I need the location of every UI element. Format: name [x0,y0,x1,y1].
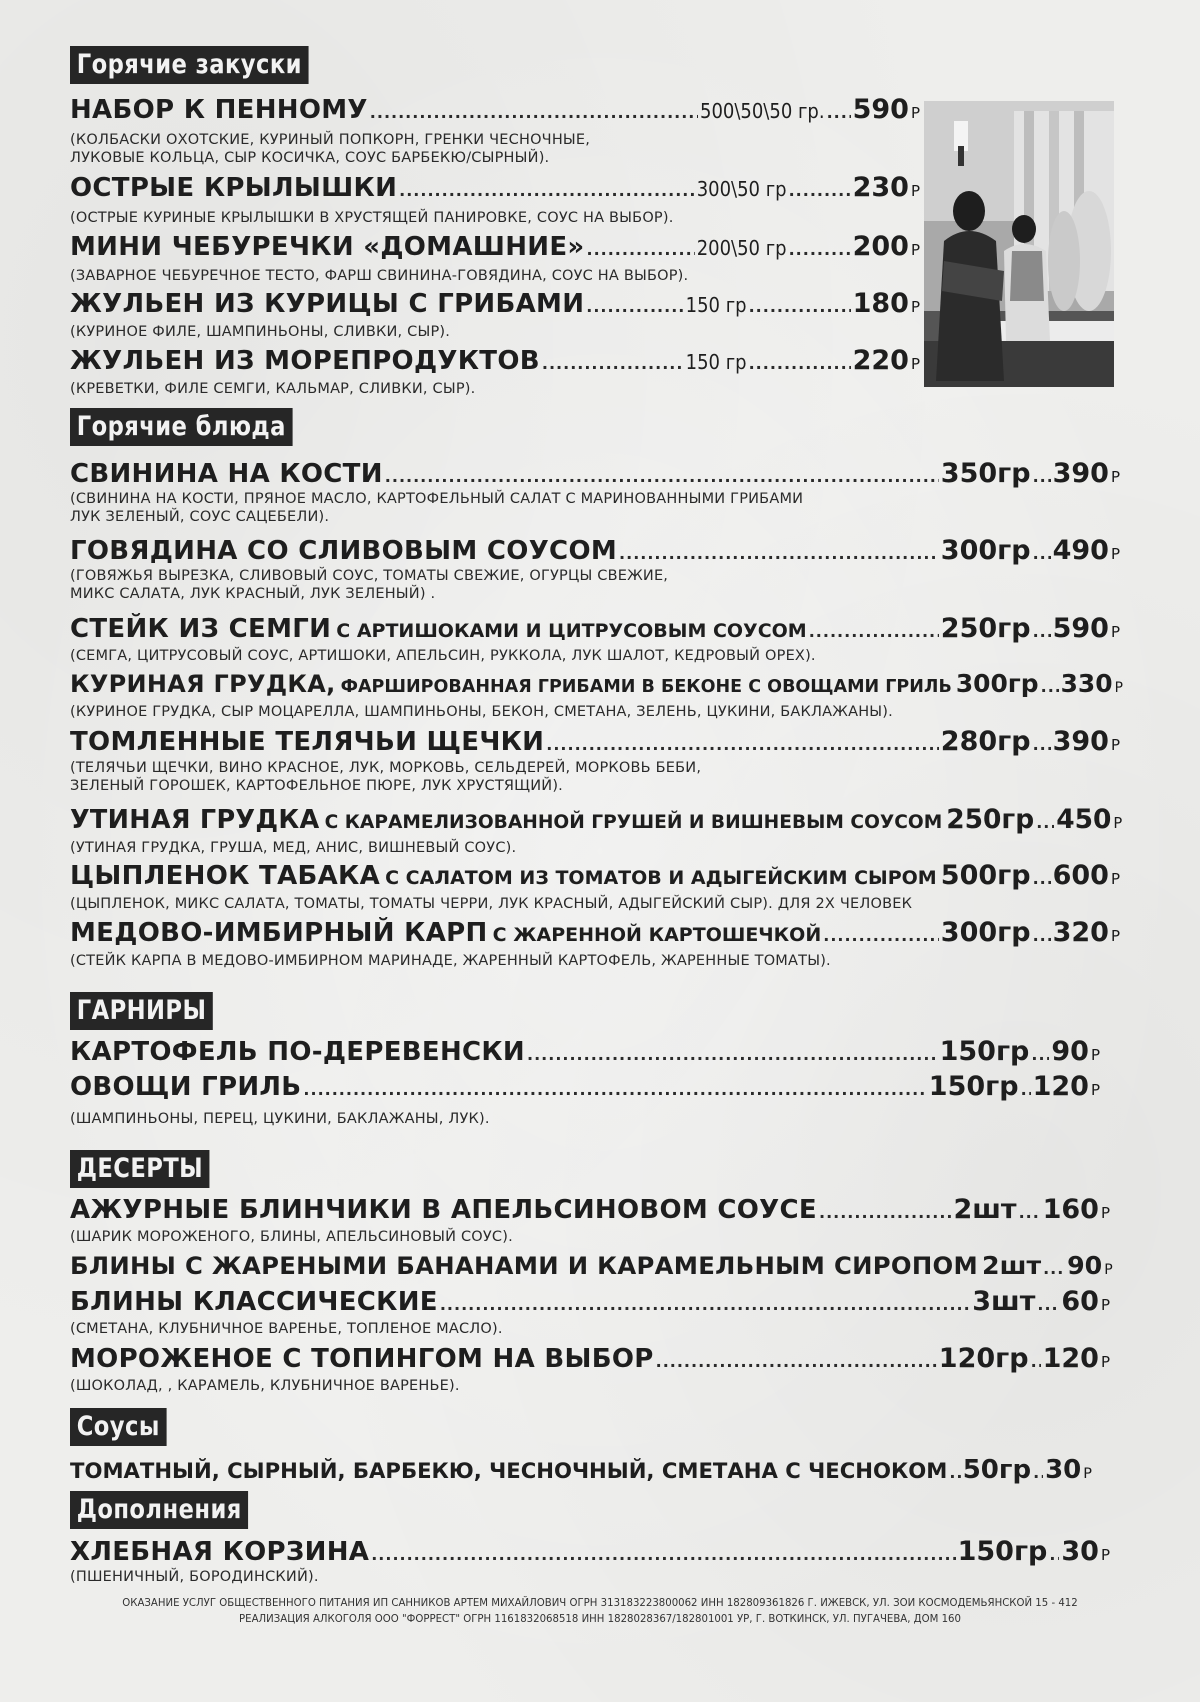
item-name: МИНИ ЧЕБУРЕЧКИ «ДОМАШНИЕ» [70,232,585,262]
item-weight: 50гр [962,1455,1032,1485]
menu-item [70,231,920,262]
dot-leader [749,297,851,316]
menu-item [70,1071,1100,1102]
menu-item [70,1343,1110,1374]
menu-item [70,1536,1110,1567]
item-name: ЖУЛЬЕН ИЗ МОРЕПРОДУКТОВ [70,346,540,376]
item-weight: 120гр [938,1343,1029,1374]
legal-footer-line: РЕАЛИЗАЦИЯ АЛКОГОЛЯ ООО "ФОРРЕСТ" ОГРН 1161832068518 ИНН 1828028367/182801001 УР, Г. ВОТКИНСК, УЛ. ПУГАЧЕВА, ДОМ 160 [239,1613,961,1625]
menu-item [70,1194,1110,1225]
item-price: 160 [1042,1194,1099,1225]
item-description [70,1568,319,1586]
dot-leader [1019,1203,1041,1222]
item-subtitle: С АРТИШОКАМИ И ЦИТРУСОВЫМ СОУСОМ [336,620,807,642]
item-weight: 350гр [940,458,1031,489]
item-description [70,1377,460,1395]
description-line: ЛУК ЗЕЛЕНЫЙ, СОУС САЦЕБЕЛИ). [70,509,330,525]
item-price: 60 [1061,1286,1099,1317]
item-name: СВИНИНА НА КОСТИ [70,459,383,489]
item-weight: 150гр [928,1071,1019,1102]
item-price: 490 [1052,535,1109,566]
item-price: 30 [1061,1536,1099,1567]
currency-sign: Р [1110,623,1120,641]
menu-item [70,669,1123,698]
currency-sign: Р [1100,1204,1110,1222]
dot-leader [1021,1080,1031,1099]
description-line: ЗЕЛЕНЫЙ ГОРОШЕК, КАРТОФЕЛЬНОЕ ПЮРЕ, ЛУК ХРУСТЯЩИЙ). [70,778,563,794]
item-price: 200 [852,231,909,262]
description-line: (КУРИНОЕ ГРУДКА, СЫР МОЦАРЕЛЛА, ШАМПИНЬОНЫ, БЕКОН, СМЕТАНА, ЗЕЛЕНЬ, ЦУКИНИ, БАКЛАЖАНЫ). [70,704,893,720]
section-header-desserts: ДЕСЕРТЫ [70,1150,210,1188]
dot-leader [370,103,698,122]
dot-leader [1033,467,1051,486]
dot-leader [1033,869,1051,888]
description-line: (ШАРИК МОРОЖЕНОГО, БЛИНЫ, АПЕЛЬСИНОВЫЙ СОУС). [70,1229,513,1245]
dot-leader [440,1295,970,1314]
item-weight: 280гр [940,726,1031,757]
dot-leader [949,1463,960,1482]
item-name: КАРТОФЕЛЬ ПО-ДЕРЕВЕНСКИ [70,1037,525,1067]
item-name: ОВОЩИ ГРИЛЬ [70,1072,302,1102]
menu-item [70,1036,1100,1067]
description-line: (СМЕТАНА, КЛУБНИЧНОЕ ВАРЕНЬЕ, ТОПЛЕНОЕ МАСЛО). [70,1321,503,1337]
item-weight: 300гр [940,917,1031,948]
item-weight: 3шт [972,1286,1036,1317]
menu-item [70,804,1123,835]
item-name: БЛИНЫ С ЖАРЕНЫМИ БАНАНАМИ И КАРАМЕЛЬНЫМ СИРОПОМ [70,1251,979,1280]
section-header-garnishes: ГАРНИРЫ [70,992,213,1030]
menu-item [70,94,920,125]
description-line: (СТЕЙК КАРПА В МЕДОВО-ИМБИРНОМ МАРИНАДЕ, ЖАРЕННЫЙ КАРТОФЕЛЬ, ЖАРЕННЫЕ ТОМАТЫ). [70,953,831,969]
description-line: (СВИНИНА НА КОСТИ, ПРЯНОЕ МАСЛО, КАРТОФЕЛЬНЫЙ САЛАТ С МАРИНОВАННЫМИ ГРИБАМИ [70,491,804,507]
item-price: 590 [852,94,909,125]
description-line: (ГОВЯЖЬЯ ВЫРЕЗКА, СЛИВОВЫЙ СОУС, ТОМАТЫ СВЕЖИЕ, ОГУРЦЫ СВЕЖИЕ, [70,568,669,584]
dot-leader [656,1352,937,1371]
item-subtitle: С ЖАРЕННОЙ КАРТОШЕЧКОЙ [492,924,822,946]
dot-leader [546,735,939,754]
section-header-hot-dishes: Горячие блюда [70,408,293,446]
menu-item [70,288,920,319]
item-subtitle: ФАРШИРОВАННАЯ ГРИБАМИ В БЕКОНЕ С ОВОЩАМИ ГРИЛЬ [340,677,952,697]
currency-sign: Р [1110,468,1120,486]
dot-leader [586,240,694,259]
item-description [70,647,816,665]
item-weight: 300\50 гр [696,177,787,201]
dot-leader [1033,1463,1043,1482]
item-price: 600 [1052,860,1109,891]
item-price: 30 [1045,1455,1082,1485]
item-description [70,567,668,603]
item-subtitle: С КАРАМЕЛИЗОВАННОЙ ГРУШЕЙ И ВИШНЕВЫМ СОУСОМ [324,812,943,833]
description-line: (УТИНАЯ ГРУДКА, ГРУША, МЕД, АНИС, ВИШНЕВЫЙ СОУС). [70,840,517,856]
item-price: 590 [1052,613,1109,644]
sauce-list: ТОМАТНЫЙ, СЫРНЫЙ, БАРБЕКЮ, ЧЕСНОЧНЫЙ, СМЕТАНА С ЧЕСНОКОМ [70,1458,948,1483]
dot-leader [385,467,939,486]
item-description [70,490,803,526]
currency-sign: Р [1110,545,1120,563]
item-weight: 500\50\50 гр. [700,99,825,123]
item-weight: 300гр [940,535,1031,566]
item-weight: 250гр [946,804,1035,835]
item-name: МЕДОВО-ИМБИРНЫЙ КАРП [70,918,488,948]
description-line: (ТЕЛЯЧЬИ ЩЕЧКИ, ВИНО КРАСНОЕ, ЛУК, МОРКОВЬ, СЕЛЬДЕРЕЙ, МОРКОВЬ БЕБИ, [70,760,702,776]
menu-item [70,172,920,203]
item-name: КУРИНАЯ ГРУДКА, [70,670,336,698]
item-price: 390 [1052,726,1109,757]
description-line: МИКС САЛАТА, ЛУК КРАСНЫЙ, ЛУК ЗЕЛЕНЫЙ) . [70,586,436,602]
dot-leader [789,240,851,259]
item-weight: 250гр [940,613,1031,644]
description-line: (КУРИНОЕ ФИЛЕ, ШАМПИНЬОНЫ, СЛИВКИ, СЫР). [70,324,451,340]
dot-leader [789,181,851,200]
dot-leader [827,103,851,122]
menu-item [70,726,1120,757]
item-description [70,839,516,857]
currency-sign: Р [1114,680,1123,696]
section-header-hot-snacks: Горячие закуски [70,46,309,84]
item-price: 120 [1032,1071,1089,1102]
currency-sign: Р [910,298,920,316]
menu-item [70,1455,1092,1485]
item-price: 180 [852,288,909,319]
description-line: (СЕМГА, ЦИТРУСОВЫЙ СОУС, АРТИШОКИ, АПЕЛЬСИН, РУККОЛА, ЛУК ШАЛОТ, КЕДРОВЫЙ ОРЕХ). [70,648,816,664]
legal-footer-line: ОКАЗАНИЕ УСЛУГ ОБЩЕСТВЕННОГО ПИТАНИЯ ИП САННИКОВ АРТЕМ МИХАЙЛОВИЧ ОГРН 313183223800062 ИНН 182809361826 Г. ИЖЕВСК, УЛ. ЗОИ КОСМОДЕМЬЯНСКОЙ 15 - 412 [122,1597,1078,1609]
item-description [70,209,674,227]
description-line: (ЦЫПЛЕНОК, МИКС САЛАТА, ТОМАТЫ, ТОМАТЫ ЧЕРРИ, ЛУК КРАСНЫЙ, АДЫГЕЙСКИЙ СЫР). ДЛЯ 2Х ЧЕЛОВЕК [70,896,913,912]
section-header-additions: Дополнения [70,1491,248,1529]
dot-leader [1033,735,1051,754]
description-line: (КРЕВЕТКИ, ФИЛЕ СЕМГИ, КАЛЬМАР, СЛИВКИ, СЫР). [70,381,476,397]
description-line: (ШАМПИНЬОНЫ, ПЕРЕЦ, ЦУКИНИ, БАКЛАЖАНЫ, ЛУК). [70,1111,490,1127]
item-weight: 300гр [955,669,1039,698]
item-weight: 150гр [957,1536,1048,1567]
dot-leader [527,1045,938,1064]
item-weight: 200\50 гр [696,236,787,260]
currency-sign: Р [1110,927,1120,945]
item-weight: 150 гр [685,293,747,317]
currency-sign: Р [1104,1262,1113,1278]
description-line: (КОЛБАСКИ ОХОТСКИЕ, КУРИНЫЙ ПОПКОРН, ГРЕНКИ ЧЕСНОЧНЫЕ, [70,132,591,148]
item-name: СТЕЙК ИЗ СЕМГИ [70,614,332,644]
item-name: ЖУЛЬЕН ИЗ КУРИЦЫ С ГРИБАМИ [70,289,585,319]
dot-leader [303,1080,926,1099]
item-name: МОРОЖЕНОЕ С ТОПИНГОМ НА ВЫБОР [70,1344,654,1374]
dot-leader [1033,544,1051,563]
currency-sign: Р [910,104,920,122]
description-line: ЛУКОВЫЕ КОЛЬЦА, СЫР КОСИЧКА, СОУС БАРБЕКЮ/СЫРНЫЙ). [70,150,550,166]
description-line: (ЗАВАРНОЕ ЧЕБУРЕЧНОЕ ТЕСТО, ФАРШ СВИНИНА-ГОВЯДИНА, СОУС НА ВЫБОР). [70,268,689,284]
dot-leader [809,622,939,641]
item-subtitle: С САЛАТОМ ИЗ ТОМАТОВ И АДЫГЕЙСКИМ СЫРОМ [385,867,937,889]
dot-leader [823,926,939,945]
item-name: БЛИНЫ КЛАССИЧЕСКИЕ [70,1287,438,1317]
dot-leader [1037,1295,1059,1314]
item-name: ГОВЯДИНА СО СЛИВОВЫМ СОУСОМ [70,536,618,566]
item-description [70,895,912,913]
currency-sign: Р [910,182,920,200]
item-price: 90 [1051,1036,1089,1067]
dot-leader [542,354,684,373]
item-description [70,323,450,341]
dot-leader [399,181,695,200]
menu-item [70,345,920,376]
item-description [70,1110,490,1128]
dot-leader [1031,1045,1049,1064]
item-weight: 500гр [940,860,1031,891]
currency-sign: Р [1100,1296,1110,1314]
dot-leader [1049,1545,1059,1564]
dot-leader [619,544,939,563]
dot-leader [819,1203,951,1222]
item-name: ОСТРЫЕ КРЫЛЫШКИ [70,173,398,203]
dot-leader [586,297,683,316]
menu-item [70,1251,1113,1280]
description-line: (ПШЕНИЧНЫЙ, БОРОДИНСКИЙ). [70,1569,319,1585]
menu-item [70,860,1120,891]
item-price: 320 [1052,917,1109,948]
dot-leader [1031,1352,1041,1371]
description-line: (ШОКОЛАД, , КАРАМЕЛЬ, КЛУБНИЧНОЕ ВАРЕНЬЕ). [70,1378,460,1394]
item-description [70,952,831,970]
description-line: (ОСТРЫЕ КУРИНЫЕ КРЫЛЫШКИ В ХРУСТЯЩЕЙ ПАНИРОВКЕ, СОУС НА ВЫБОР). [70,210,674,226]
menu-item [70,1286,1110,1317]
currency-sign: Р [1090,1046,1100,1064]
currency-sign: Р [910,241,920,259]
item-weight: 2шт [982,1251,1042,1280]
item-price: 230 [852,172,909,203]
currency-sign: Р [1083,1466,1092,1482]
item-price: 120 [1042,1343,1099,1374]
currency-sign: Р [1090,1081,1100,1099]
menu-item [70,458,1120,489]
currency-sign: Р [1110,870,1120,888]
vintage-kitchen-photo [924,101,1114,387]
item-name: НАБОР К ПЕННОМУ [70,95,368,125]
item-price: 450 [1056,804,1112,835]
currency-sign: Р [1100,1353,1110,1371]
item-description [70,131,590,167]
item-description [70,380,475,398]
item-name: УТИНАЯ ГРУДКА [70,805,320,835]
currency-sign: Р [1110,736,1120,754]
menu-item [70,917,1120,948]
item-description [70,759,701,795]
currency-sign: Р [1100,1546,1110,1564]
item-name: ТОМЛЕННЫЕ ТЕЛЯЧЬИ ЩЕЧКИ [70,727,545,757]
item-price: 390 [1052,458,1109,489]
item-description [70,267,688,285]
dot-leader [1041,677,1059,696]
item-description [70,703,893,721]
item-price: 220 [852,345,909,376]
item-weight: 150гр [939,1036,1030,1067]
dot-leader [1036,813,1054,832]
item-price: 330 [1060,669,1113,698]
item-name: АЖУРНЫЕ БЛИНЧИКИ В АПЕЛЬСИНОВОМ СОУСЕ [70,1195,817,1225]
menu-item [70,613,1120,644]
dot-leader [1033,926,1051,945]
dot-leader [1043,1259,1065,1278]
dot-leader [371,1545,955,1564]
item-price: 90 [1067,1251,1103,1280]
item-description [70,1320,503,1338]
section-header-sauces: Соусы [70,1408,167,1446]
item-description [70,1228,513,1246]
currency-sign: Р [1113,815,1123,832]
dot-leader [1033,622,1051,641]
item-name: ХЛЕБНАЯ КОРЗИНА [70,1537,370,1567]
item-weight: 150 гр [685,350,747,374]
menu-item [70,535,1120,566]
item-name: ЦЫПЛЕНОК ТАБАКА [70,861,381,891]
currency-sign: Р [910,355,920,373]
dot-leader [749,354,851,373]
item-weight: 2шт [953,1194,1017,1225]
